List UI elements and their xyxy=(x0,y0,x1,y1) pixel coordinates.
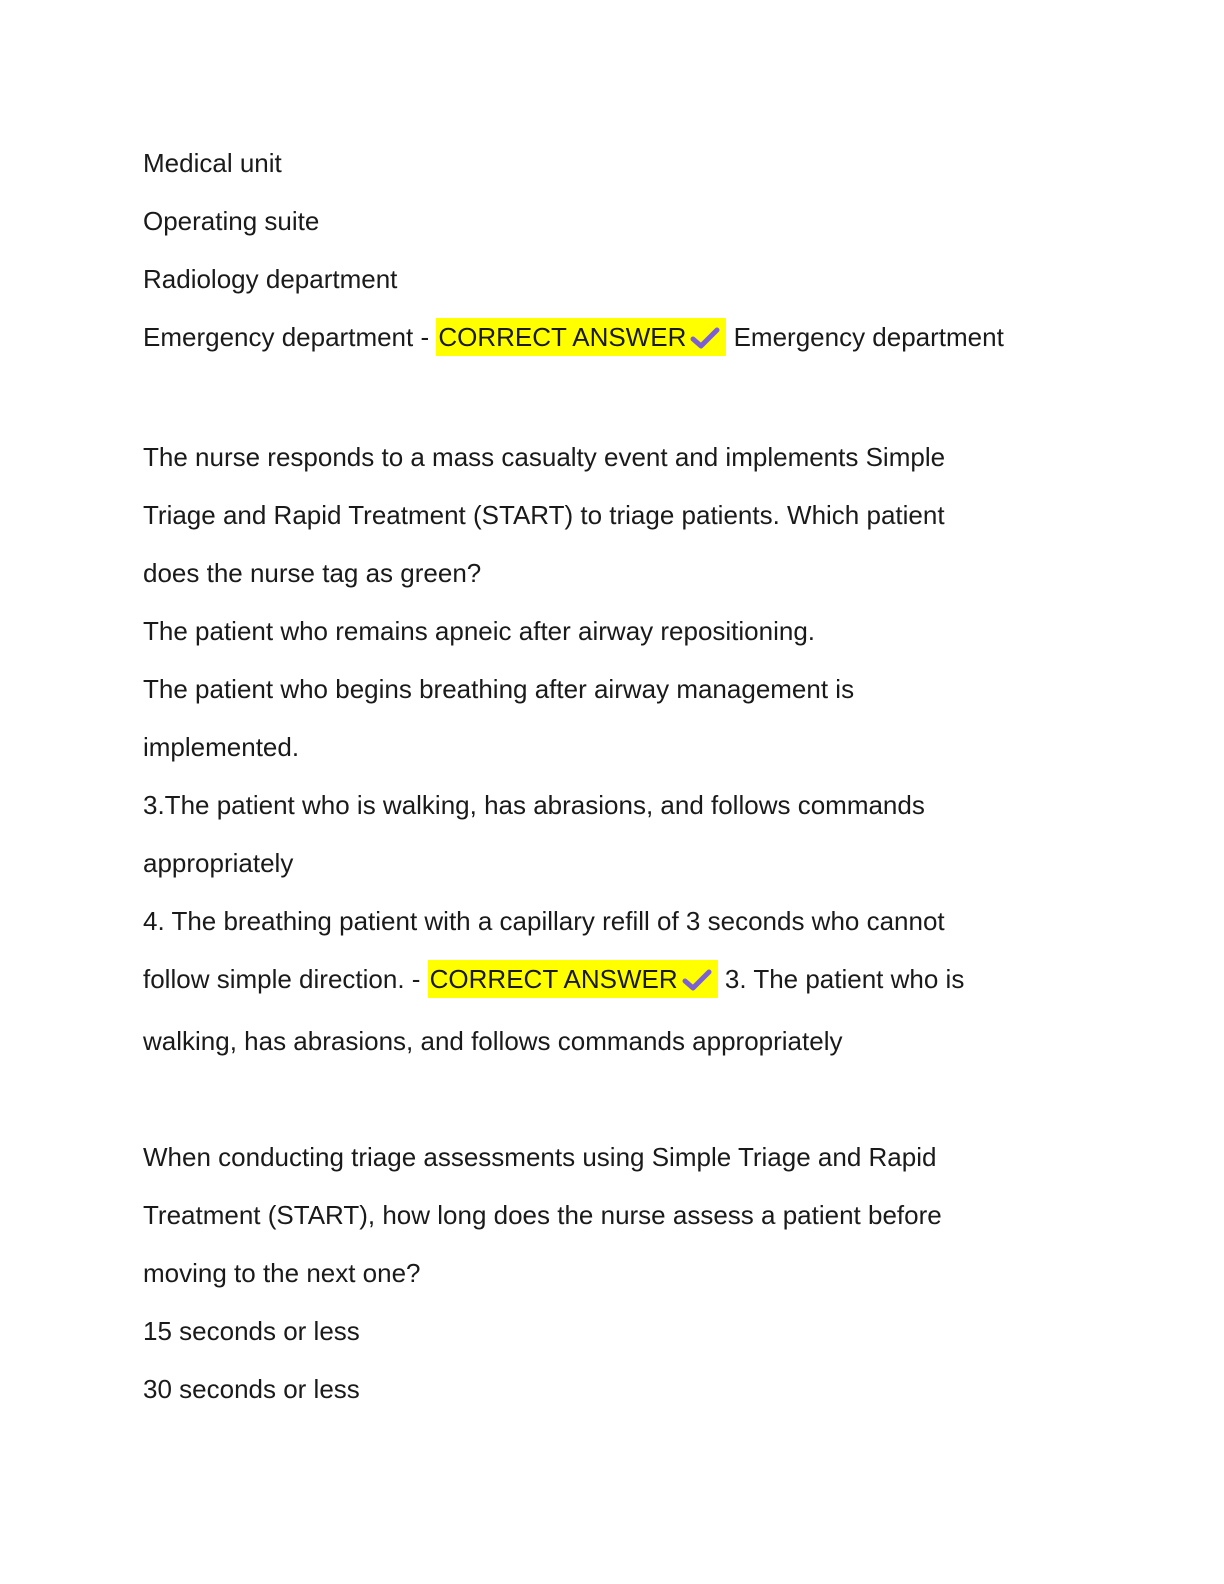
q3-question-line-1: When conducting triage assessments using Simple Triage and Rapid xyxy=(143,1142,937,1172)
correct-answer-label: CORRECT ANSWER xyxy=(438,322,687,352)
q2-option-3: 3.The patient who is walking, has abrasions, and follows commands xyxy=(143,790,925,820)
correct-answer-highlight xyxy=(436,318,726,356)
correct-answer-highlight xyxy=(428,960,718,998)
q3-question-line-3: moving to the next one? xyxy=(143,1258,421,1288)
correct-answer-label: CORRECT ANSWER xyxy=(429,964,678,994)
q2-option-3-cont: appropriately xyxy=(143,848,294,878)
q1-answer-prefix: Emergency department - xyxy=(143,322,437,352)
checkmark-icon xyxy=(690,326,720,350)
q3-option-1: 15 seconds or less xyxy=(143,1316,360,1346)
q2-option-2-cont: implemented. xyxy=(143,732,300,762)
q2-question-line-1: The nurse responds to a mass casualty event and implements Simple xyxy=(143,442,946,472)
q1-option-1: Medical unit xyxy=(143,148,282,178)
q2-option-1: The patient who remains apneic after airway repositioning. xyxy=(143,616,816,646)
q2-question-line-2: Triage and Rapid Treatment (START) to triage patients. Which patient xyxy=(143,500,945,530)
q3-question-line-2: Treatment (START), how long does the nurse assess a patient before xyxy=(143,1200,942,1230)
checkmark-icon xyxy=(682,968,712,992)
q3-option-2: 30 seconds or less xyxy=(143,1374,360,1404)
q2-answer-prefix: follow simple direction. - xyxy=(143,964,428,994)
q1-answer-line xyxy=(143,308,1103,370)
q1-option-3: Radiology department xyxy=(143,264,398,294)
q2-option-2: The patient who begins breathing after airway management is xyxy=(143,674,855,704)
q1-answer-text: Emergency department xyxy=(726,322,1004,352)
document-content xyxy=(143,134,1103,1418)
q2-answer-line xyxy=(143,950,1103,1012)
spacer xyxy=(143,1070,1103,1128)
q2-question-line-3: does the nurse tag as green? xyxy=(143,558,482,588)
q2-answer-text: 3. The patient who is xyxy=(717,964,965,994)
q2-option-4: 4. The breathing patient with a capillary refill of 3 seconds who cannot xyxy=(143,906,945,936)
q2-answer-cont: walking, has abrasions, and follows commands appropriately xyxy=(143,1026,843,1056)
q1-option-2: Operating suite xyxy=(143,206,320,236)
spacer xyxy=(143,370,1103,428)
